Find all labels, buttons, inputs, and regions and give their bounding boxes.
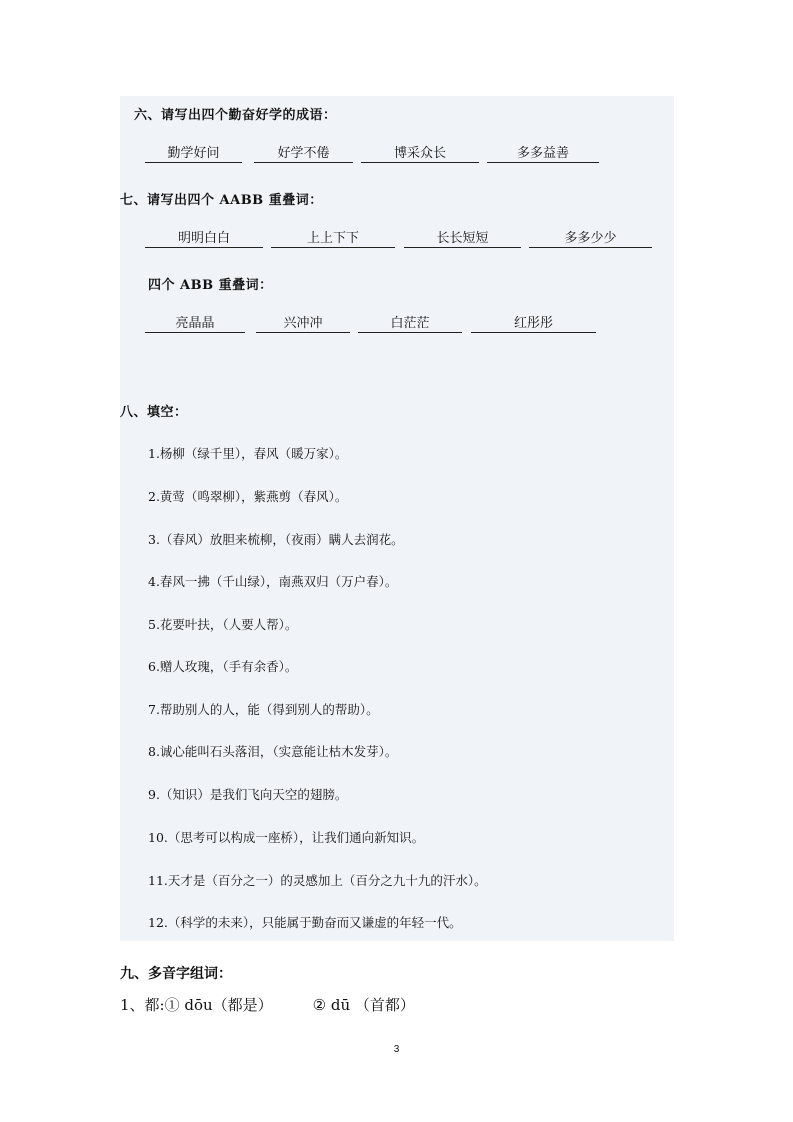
fill-item: 9.（知识）是我们飞向天空的翅膀。 <box>148 787 348 802</box>
section-7-heading: 七、请写出四个 AABB 重叠词： <box>120 193 323 208</box>
abb-answer: 白茫茫 <box>358 315 462 333</box>
fill-item: 6.赠人玫瑰，（手有余香）。 <box>148 659 298 674</box>
abb-answer: 亮晶晶 <box>145 315 245 333</box>
fill-item: 2.黄莺（鸣翠柳），紫燕剪（春风）。 <box>148 489 348 504</box>
page-number: 3 <box>393 1044 400 1055</box>
fill-item: 8.诚心能叫石头落泪，（实意能让枯木发芽）。 <box>148 744 398 759</box>
fill-item: 12.（科学的未来），只能属于勤奋而又谦虚的年轻一代。 <box>148 915 462 930</box>
idiom-answer: 博采众长 <box>361 145 479 163</box>
section-9-heading: 九、多音字组词： <box>120 966 232 982</box>
shaded-answer-region <box>120 96 674 941</box>
fill-item: 4.春风一拂（千山绿），南燕双归（万户春）。 <box>148 574 398 589</box>
aabb-answer: 多多少少 <box>529 230 652 248</box>
fill-item: 3.（春风）放胆来梳柳，（夜雨）瞒人去润花。 <box>148 532 404 547</box>
fill-item: 5.花要叶扶，（人要人帮）。 <box>148 617 298 632</box>
fill-item: 10.（思考可以构成一座桥），让我们通向新知识。 <box>148 830 425 845</box>
idiom-answer: 勤学好问 <box>145 145 242 163</box>
polyphone-prefix: 1、都: <box>120 996 165 1014</box>
reading-1: ① dōu（都是） <box>164 996 273 1014</box>
aabb-answer: 长长短短 <box>404 230 521 248</box>
section-6-heading: 六、请写出四个勤奋好学的成语： <box>134 108 337 123</box>
fill-item: 11.天才是（百分之一）的灵感加上（百分之九十九的汗水）。 <box>148 873 487 888</box>
section-8-heading: 八、填空： <box>120 405 188 420</box>
fill-item: 7.帮助别人的人，能（得到别人的帮助）。 <box>148 702 379 717</box>
polyphone-line <box>120 994 415 1015</box>
reading-2: ② dū （首都） <box>312 996 415 1014</box>
aabb-answer: 上上下下 <box>271 230 395 248</box>
fill-item: 1.杨柳（绿千里），春风（暖万家）。 <box>148 446 348 461</box>
idiom-answer: 多多益善 <box>487 145 599 163</box>
aabb-answer: 明明白白 <box>145 230 263 248</box>
abb-heading: 四个 ABB 重叠词： <box>148 278 273 293</box>
abb-answer: 红彤彤 <box>471 315 596 333</box>
abb-answer: 兴冲冲 <box>256 315 350 333</box>
idiom-answer: 好学不倦 <box>254 145 353 163</box>
